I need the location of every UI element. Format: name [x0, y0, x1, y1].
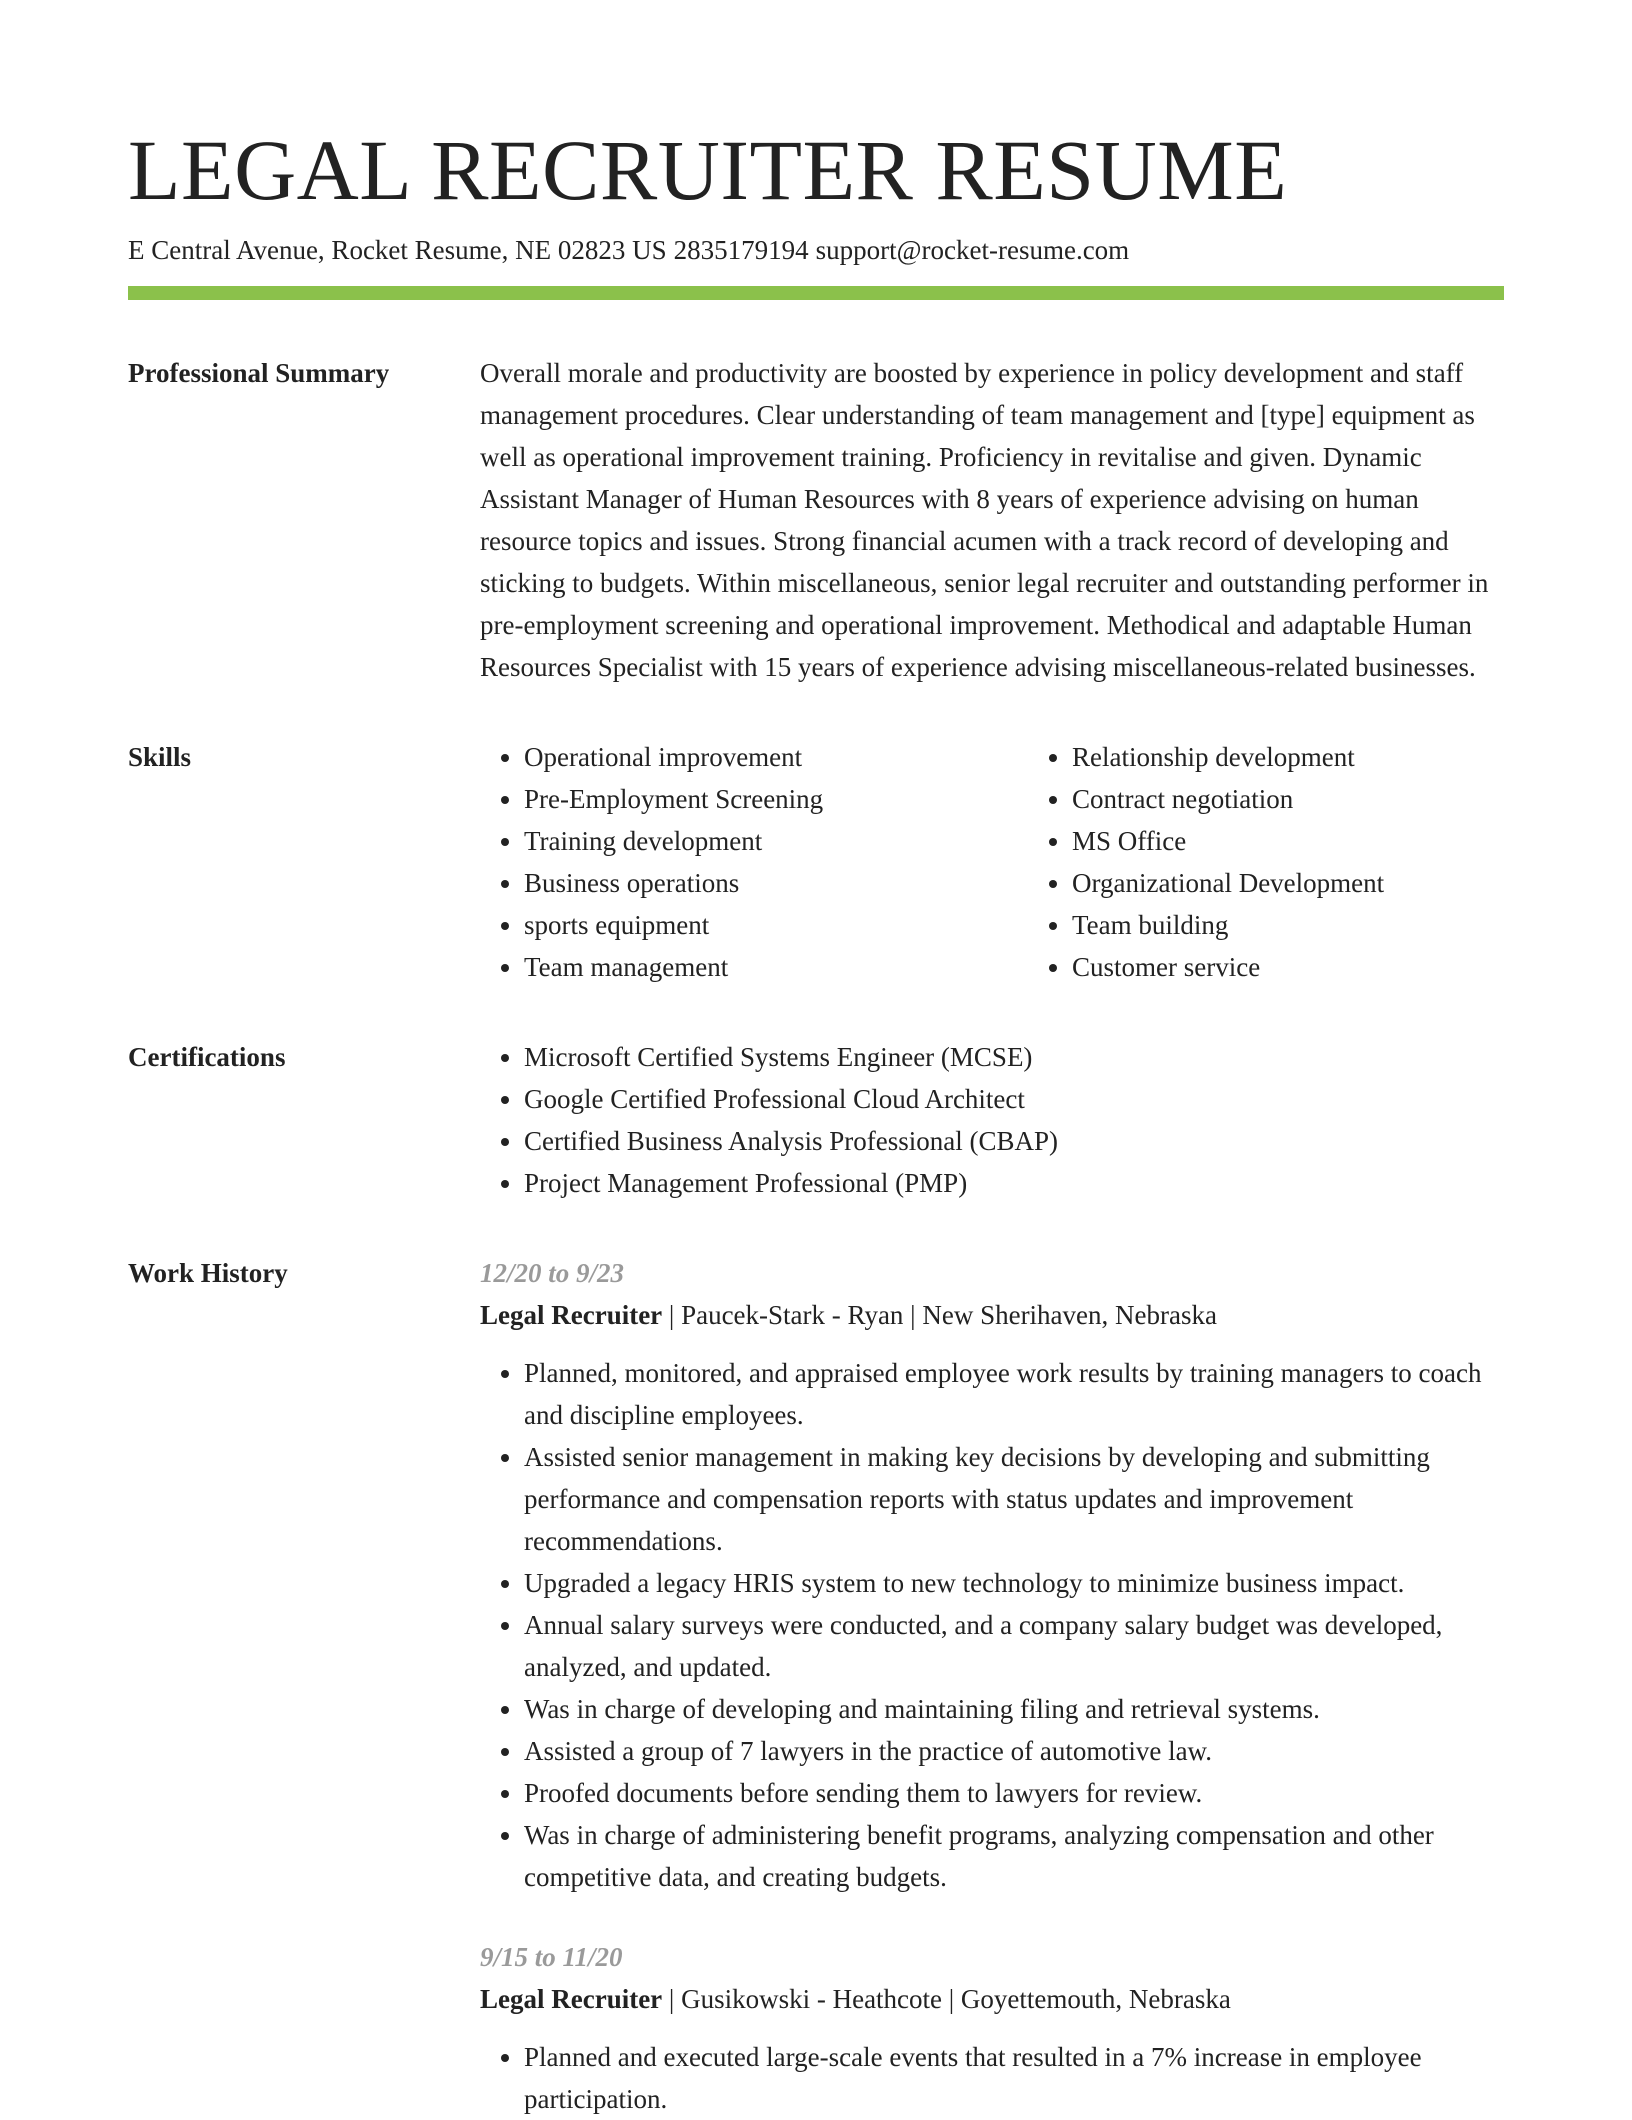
- skill-item: • MS Office: [1072, 820, 1384, 862]
- certification-item: • Google Certified Professional Cloud Architect: [524, 1078, 1504, 1120]
- contact-line: [128, 232, 1504, 268]
- certification-item: • Microsoft Certified Systems Engineer (MCSE): [524, 1036, 1504, 1078]
- work-history-section: [128, 1252, 1504, 2120]
- skill-item: • Contract negotiation: [1072, 778, 1384, 820]
- section-label: Certifications: [128, 1042, 286, 1072]
- skill-item: • Pre-Employment Screening: [524, 778, 1028, 820]
- job-title: Legal Recruiter: [480, 1984, 663, 2014]
- skill-item: • Training development: [524, 820, 1028, 862]
- job-bullet: • Planned, monitored, and appraised employee work results by training managers to coach and discipline employees.: [524, 1352, 1504, 1436]
- skill-item: • sports equipment: [524, 904, 1028, 946]
- job-entry: [480, 1252, 1504, 1898]
- summary-section: [128, 352, 1504, 688]
- skill-item: • Team building: [1072, 904, 1384, 946]
- job-bullet: • Proofed documents before sending them to lawyers for review.: [524, 1772, 1504, 1814]
- job-bullet: • Assisted a group of 7 lawyers in the practice of automotive law.: [524, 1730, 1504, 1772]
- job-bullet: • Was in charge of developing and maintaining filing and retrieval systems.: [524, 1688, 1504, 1730]
- job-bullets: [480, 1352, 1504, 1898]
- header-divider: [128, 286, 1504, 300]
- resume-title: LEGAL RECRUITER RESUME: [128, 122, 1288, 218]
- job-heading: [480, 1978, 1504, 2020]
- certifications-list: [480, 1036, 1504, 1204]
- job-bullet: • Was in charge of administering benefit programs, analyzing compensation and other competitive data, and creating budgets.: [524, 1814, 1504, 1898]
- section-label: Work History: [128, 1258, 288, 1288]
- certification-item: • Certified Business Analysis Professional (CBAP): [524, 1120, 1504, 1162]
- skill-item: • Team management: [524, 946, 1028, 988]
- contact-address: E Central Avenue, Rocket Resume, NE 02823 US: [128, 235, 667, 265]
- job-bullet: • Assisted senior management in making key decisions by developing and submitting performance and compensation reports with status updates and improvement recommendations.: [524, 1436, 1504, 1562]
- skill-item: • Relationship development: [1072, 736, 1384, 778]
- job-company-location: | Gusikowski - Heathcote | Goyettemouth, Nebraska: [662, 1984, 1231, 2014]
- summary-text: Overall morale and productivity are boosted by experience in policy development and staff management procedures. Clear understanding of team management and [type] equipment as well as operational improvement training. Proficiency in revitalise and given. Dynamic Assistant Manager of Human Resources with 8 years of experience advising on human resource topics and issues. Strong financial acumen with a track record of developing and sticking to budgets. Within miscellaneous, senior legal recruiter and outstanding performer in pre-employment screening and operational improvement. Methodical and adaptable Human Resources Specialist with 15 years of experience advising miscellaneous-related businesses.: [480, 358, 1489, 682]
- section-label: Professional Summary: [128, 358, 390, 388]
- skill-item: • Customer service: [1072, 946, 1384, 988]
- job-title: Legal Recruiter: [480, 1300, 663, 1330]
- skills-section: [128, 736, 1504, 988]
- certification-item: • Project Management Professional (PMP): [524, 1162, 1504, 1204]
- skills-list-left: [480, 736, 1028, 988]
- job-dates: 12/20 to 9/23: [480, 1258, 625, 1288]
- job-dates: 9/15 to 11/20: [480, 1942, 623, 1972]
- certifications-section: [128, 1036, 1504, 1204]
- skills-list-right: [1028, 736, 1384, 988]
- contact-email: support@rocket-resume.com: [815, 235, 1130, 265]
- job-entry: [480, 1936, 1504, 2120]
- job-bullet: • Planned and executed large-scale events that resulted in a 7% increase in employee participation.: [524, 2036, 1504, 2120]
- job-heading: [480, 1294, 1504, 1336]
- job-bullet: • Upgraded a legacy HRIS system to new technology to minimize business impact.: [524, 1562, 1504, 1604]
- job-bullet: • Annual salary surveys were conducted, and a company salary budget was developed, analyzed, and updated.: [524, 1604, 1504, 1688]
- skill-item: • Operational improvement: [524, 736, 1028, 778]
- resume-page: [128, 120, 1504, 2120]
- job-company-location: | Paucek-Stark - Ryan | New Sherihaven, Nebraska: [662, 1300, 1217, 1330]
- job-bullets: [480, 2036, 1504, 2120]
- skill-item: • Organizational Development: [1072, 862, 1384, 904]
- contact-phone: 2835179194: [673, 235, 809, 265]
- skill-item: • Business operations: [524, 862, 1028, 904]
- section-label: Skills: [128, 742, 192, 772]
